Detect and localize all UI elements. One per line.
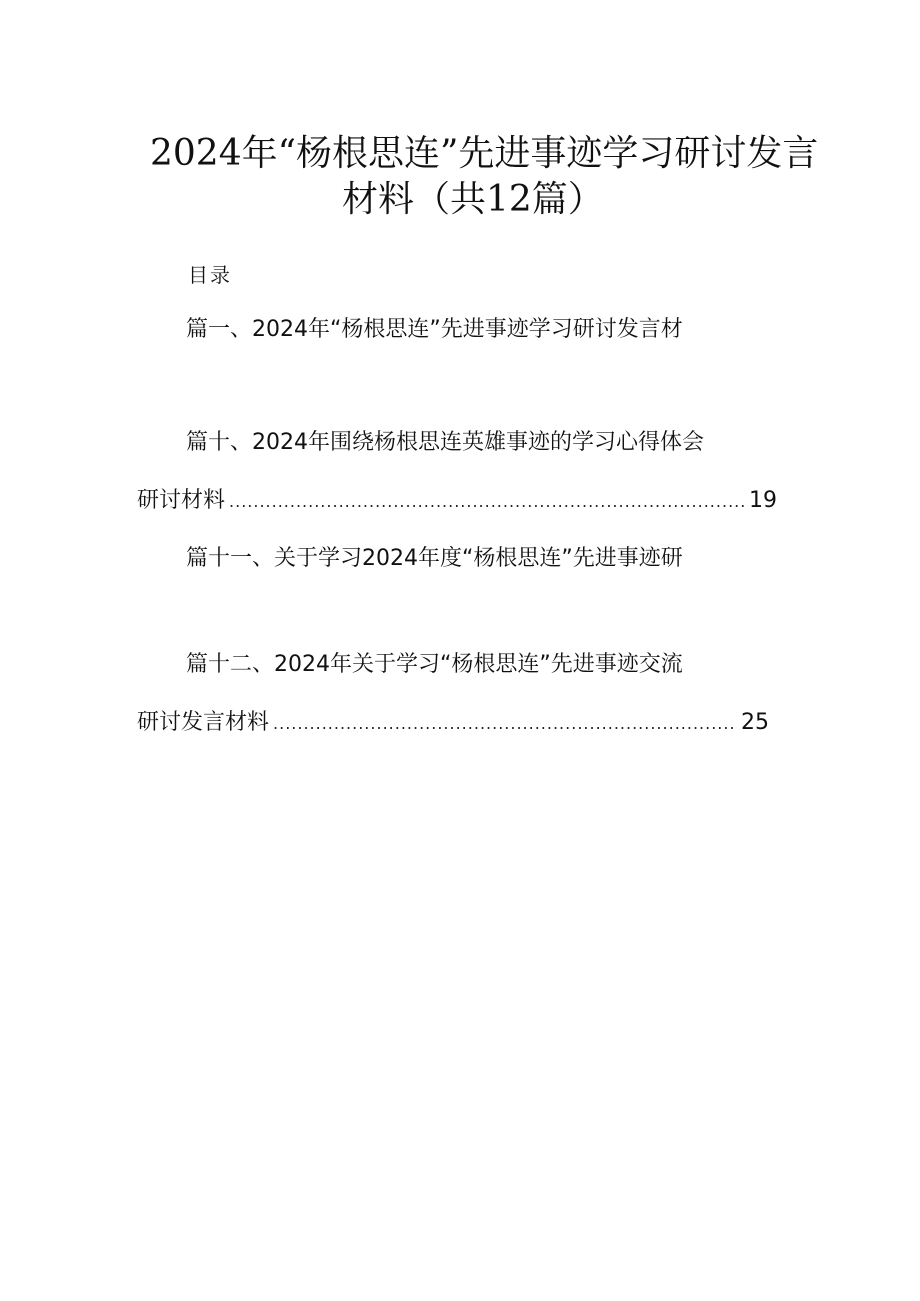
toc-entry-12-title[interactable]: 篇十二、2024年关于学习“杨根思连”先进事迹交流: [186, 652, 683, 677]
toc-entry-1-title[interactable]: 篇一、2024年“杨根思连”先进事迹学习研讨发言材: [186, 317, 683, 342]
toc-entry-12-page-number: 25: [741, 710, 769, 735]
toc-entry-10-leader[interactable]: [137, 486, 777, 517]
dot-leader: [229, 487, 745, 517]
toc-heading: 目录: [188, 263, 232, 287]
document-title-line-1: 2024年“杨根思连”先进事迹学习研讨发言: [150, 133, 819, 174]
toc-entry-10-page-number: 19: [749, 488, 777, 513]
document-title-line-2: 材料（共12篇）: [342, 179, 604, 220]
toc-entry-11-title[interactable]: 篇十一、关于学习2024年度“杨根思连”先进事迹研: [186, 546, 683, 571]
toc-entry-10-title[interactable]: 篇十、2024年围绕杨根思连英雄事迹的学习心得体会: [186, 430, 704, 455]
toc-entry-10-title-cont: 研讨材料: [137, 488, 226, 513]
toc-entry-12-leader[interactable]: [137, 708, 769, 739]
dot-leader: [273, 709, 737, 739]
toc-entry-12-title-cont: 研讨发言材料: [137, 710, 270, 735]
